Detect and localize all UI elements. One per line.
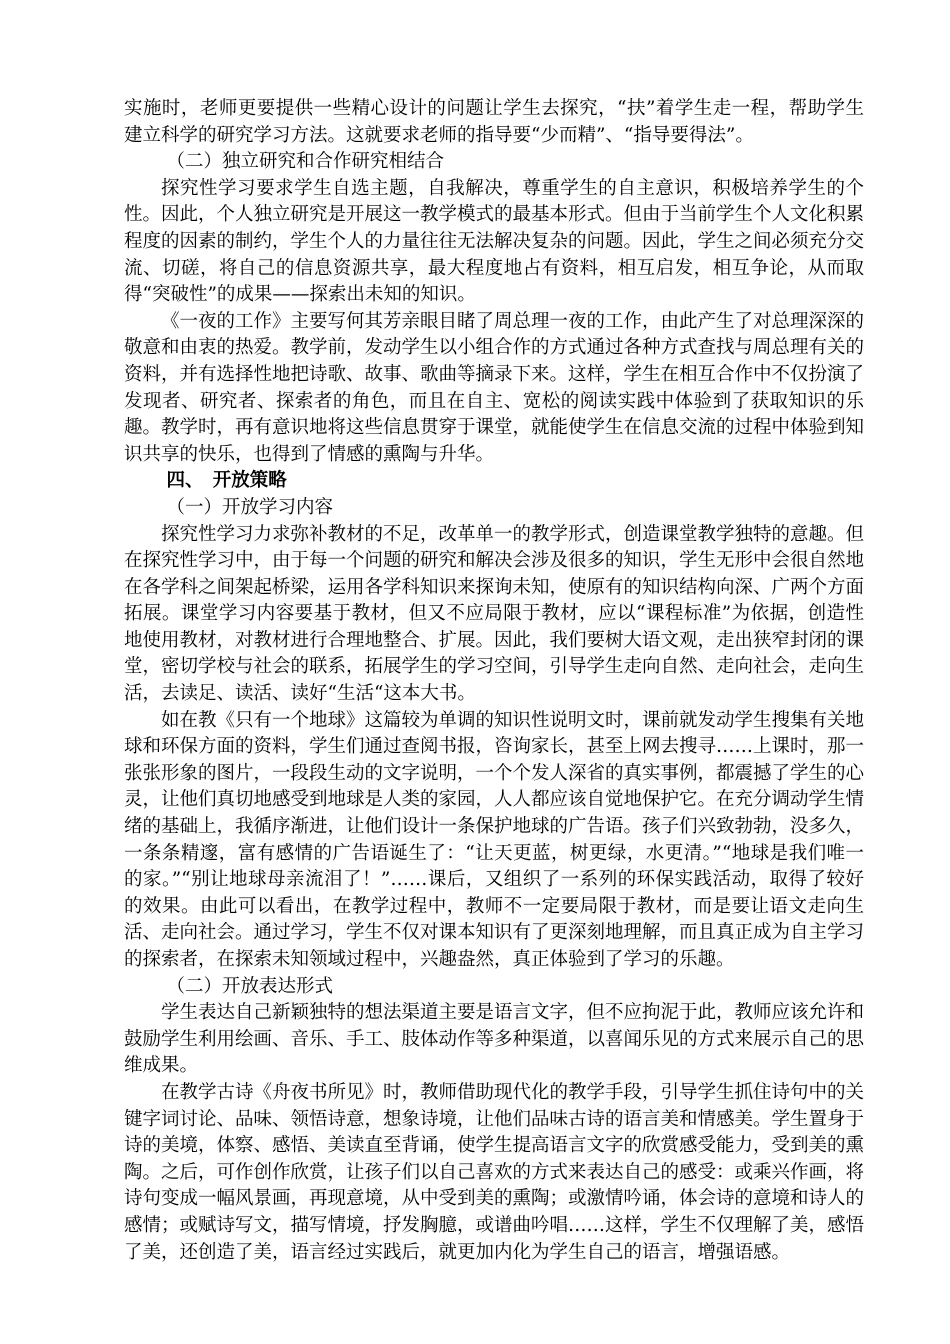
paragraph-open-expression: 学生表达自己新颖独特的想法渠道主要是语言文字，但不应拘泥于此，教师应该允许和鼓励学生利用绘画、音乐、手工、肢体动作等多种渠道，以喜闻乐见的方式来展示自己的思维成果。 bbox=[124, 1002, 865, 1077]
paragraph-open-content: 探究性学习力求弥补教材的不足，改革单一的教学形式，创造课堂教学独特的意趣。但在探究性学习中，由于每一个问题的研究和解决会涉及很多的知识，学生无形中会很自然地在各学科之间架起桥梁，运用各学科知识来探询未知，使原有的知识结构向深、广两个方面拓展。课堂学习内容要基于教材，但又不应局限于教材，应以“课程标准”为依据，创造性地使用教材，对教材进行合理地整合、扩展。因此，我们要树大语文观，走出狭窄封闭的课堂，密切学校与社会的联系，拓展学生的学习空间，引导学生走向自然、走向社会，走向生活，去读足、读活、读好“生活“这本大书。 bbox=[124, 523, 865, 705]
paragraph-one-night-work: 《一夜的工作》主要写何其芳亲眼目睹了周总理一夜的工作，由此产生了对总理深深的敬意和由衷的热爱。教学前，发动学生以小组合作的方式通过各种方式查找与周总理有关的资料，并有选择性地把诗歌、故事、歌曲等摘录下来。这样，学生在相互合作中不仅扮演了发现者、研究者、探索者的角色，而且在自主、宽松的阅读实践中体验到了获取知识的乐趣。教学时，再有意识地将这些信息贯穿于课堂，就能使学生在信息交流的过程中体验到知识共享的快乐，也得到了情感的熏陶与升华。 bbox=[124, 310, 865, 465]
paragraph-continued: 实施时，老师更要提供一些精心设计的问题让学生去探究，“扶”着学生走一程，帮助学生建立科学的研究学习方法。这就要求老师的指导要“少而精”、“指导要得法”。 bbox=[124, 98, 864, 146]
subheading-open-expression: （二）开放表达形式 bbox=[166, 975, 334, 997]
section-heading-open-strategy: 四、 开放策略 bbox=[166, 470, 287, 492]
document-page bbox=[124, 96, 864, 1266]
subheading-open-content: （一）开放学习内容 bbox=[166, 496, 334, 518]
paragraph-ancient-poem: 在教学古诗《舟夜书所见》时，教师借助现代化的教学手段，引导学生抓住诗句中的关键字词讨论、品味、领悟诗意，想象诗境，让他们品味古诗的语言美和情感美。学生置身于诗的美境，体察、感悟、美读直至背诵，使学生提高语言文字的欣赏感受能力，受到美的熏陶。之后，可作创作欣赏，让孩子们以自己喜欢的方式来表达自己的感受：或乘兴作画，将诗句变成一幅风景画，再现意境，从中受到美的熏陶；或激情吟诵，体会诗的意境和诗人的感情；或赋诗写文，描写情境，抒发胸臆，或谱曲吟唱……这样，学生不仅理解了美，感悟了美，还创造了美，语言经过实践后，就更加内化为学生自己的语言，增强语感。 bbox=[124, 1081, 865, 1263]
paragraph-independent-research: 探究性学习要求学生自选主题，自我解决，尊重学生的自主意识，积极培养学生的个性。因此，个人独立研究是开展这一教学模式的最基本形式。但由于当前学生个人文化积累程度的因素的制约，学生个人的力量往往无法解决复杂的问题。因此，学生之间必须充分交流、切磋，将自己的信息资源共享，最大程度地占有资料，相互启发，相互争论，从而取得“突破性”的成果——探索出未知的知识。 bbox=[124, 177, 865, 306]
paragraph-only-one-earth: 如在教《只有一个地球》这篇较为单调的知识性说明文时，课前就发动学生搜集有关地球和环保方面的资料，学生们通过查阅书报，咨询家长，甚至上网去搜寻……上课时，那一张张形象的图片，一段段生动的文字说明，一个个发人深省的真实事例，都震撼了学生的心灵，让他们真切地感受到地球是人类的家园，人人都应该自觉地保护它。在充分调动学生情绪的基础上，我循序渐进，让他们设计一条保护地球的广告语。孩子们兴致勃勃，没多久，一条条精邃，富有感情的广告语诞生了：“让天更蓝，树更绿，水更清。”“地球是我们唯一的家。”“别让地球母亲流泪了！”……课后，又组织了一系列的环保实践活动，取得了较好的效果。由此可以看出，在教学过程中，教师不一定要局限于教材，而是要让语文走向生活、走向社会。通过学习，学生不仅对课本知识有了更深刻地理解，而且真正成为自主学习的探索者，在探索未知领域过程中，兴趣盎然，真正体验到了学习的乐趣。 bbox=[124, 709, 865, 970]
subheading-independent-cooperative: （二）独立研究和合作研究相结合 bbox=[166, 151, 445, 173]
